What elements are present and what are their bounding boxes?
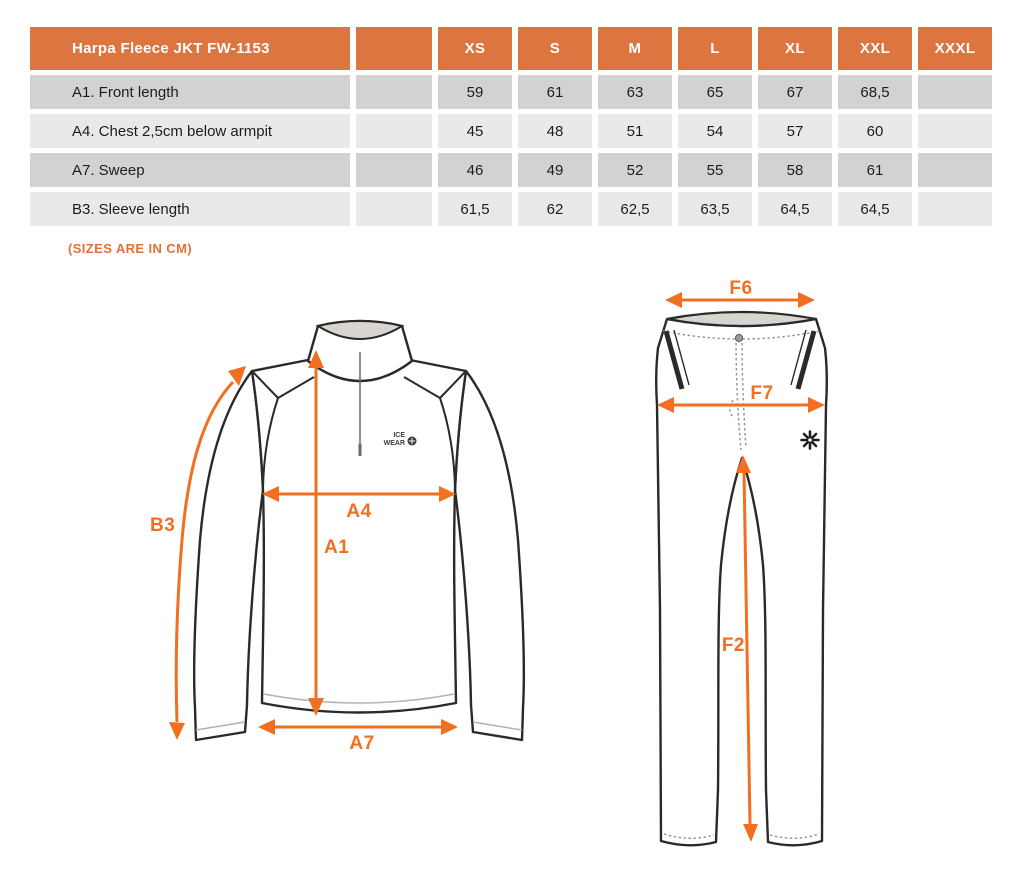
row-label: A7. Sweep bbox=[30, 153, 350, 187]
f6-arrowhead-left bbox=[665, 292, 682, 308]
value-cell: 58 bbox=[758, 153, 832, 187]
spacer-cell bbox=[356, 114, 432, 148]
a7-label: A7 bbox=[349, 733, 375, 754]
product-title: Harpa Fleece JKT FW-1153 bbox=[30, 27, 350, 70]
value-cell bbox=[918, 75, 992, 109]
f2-label: F2 bbox=[721, 635, 745, 656]
value-cell: 61,5 bbox=[438, 192, 512, 226]
f7-label: F7 bbox=[750, 383, 774, 404]
value-cell: 63 bbox=[598, 75, 672, 109]
value-cell: 62,5 bbox=[598, 192, 672, 226]
row-label: A4. Chest 2,5cm below armpit bbox=[30, 114, 350, 148]
jacket-diagram bbox=[140, 295, 570, 765]
value-cell: 59 bbox=[438, 75, 512, 109]
table-header-row bbox=[30, 27, 992, 70]
value-cell: 46 bbox=[438, 153, 512, 187]
value-cell: 67 bbox=[758, 75, 832, 109]
size-table bbox=[24, 22, 998, 231]
b3-label: B3 bbox=[150, 515, 176, 536]
pants-body bbox=[656, 319, 827, 845]
value-cell: 51 bbox=[598, 114, 672, 148]
jacket-body bbox=[252, 360, 466, 713]
size-header-l: L bbox=[678, 27, 752, 70]
f6-arrowhead-right bbox=[798, 292, 815, 308]
value-cell: 61 bbox=[518, 75, 592, 109]
value-cell: 64,5 bbox=[838, 192, 912, 226]
value-cell: 68,5 bbox=[838, 75, 912, 109]
table-row-sweep bbox=[30, 153, 992, 187]
spacer-cell bbox=[356, 153, 432, 187]
value-cell: 49 bbox=[518, 153, 592, 187]
value-cell bbox=[918, 153, 992, 187]
value-cell: 61 bbox=[838, 153, 912, 187]
value-cell: 62 bbox=[518, 192, 592, 226]
value-cell: 52 bbox=[598, 153, 672, 187]
value-cell: 55 bbox=[678, 153, 752, 187]
f2-arrowhead-bottom bbox=[743, 824, 758, 842]
value-cell: 64,5 bbox=[758, 192, 832, 226]
table-row-chest bbox=[30, 114, 992, 148]
pants-diagram bbox=[640, 278, 840, 878]
size-header-xxl: XXL bbox=[838, 27, 912, 70]
header-spacer-cell bbox=[356, 27, 432, 70]
pants-button bbox=[735, 334, 742, 341]
f6-label: F6 bbox=[729, 278, 753, 299]
row-label: A1. Front length bbox=[30, 75, 350, 109]
a7-arrowhead-right bbox=[441, 719, 458, 735]
value-cell: 57 bbox=[758, 114, 832, 148]
value-cell: 54 bbox=[678, 114, 752, 148]
size-header-m: M bbox=[598, 27, 672, 70]
size-header-xl: XL bbox=[758, 27, 832, 70]
a4-label: A4 bbox=[346, 501, 372, 522]
value-cell bbox=[918, 114, 992, 148]
size-header-xxxl: XXXL bbox=[918, 27, 992, 70]
b3-arrowhead-bottom bbox=[169, 722, 185, 740]
a7-arrowhead-left bbox=[258, 719, 275, 735]
value-cell: 45 bbox=[438, 114, 512, 148]
snowflake-icon bbox=[408, 437, 417, 446]
table-row-front-length bbox=[30, 75, 992, 109]
value-cell bbox=[918, 192, 992, 226]
row-label: B3. Sleeve length bbox=[30, 192, 350, 226]
snowflake-icon bbox=[802, 432, 819, 449]
units-note: (SIZES ARE IN CM) bbox=[68, 241, 193, 256]
value-cell: 65 bbox=[678, 75, 752, 109]
value-cell: 48 bbox=[518, 114, 592, 148]
brand-logo-text: ICE bbox=[393, 432, 405, 439]
a1-label: A1 bbox=[324, 537, 350, 558]
value-cell: 63,5 bbox=[678, 192, 752, 226]
brand-logo-text: WEAR bbox=[383, 440, 405, 447]
table-row-sleeve-length bbox=[30, 192, 992, 226]
size-header-xs: XS bbox=[438, 27, 512, 70]
spacer-cell bbox=[356, 75, 432, 109]
spacer-cell bbox=[356, 192, 432, 226]
value-cell: 60 bbox=[838, 114, 912, 148]
size-header-s: S bbox=[518, 27, 592, 70]
jacket-right-sleeve bbox=[455, 371, 524, 740]
